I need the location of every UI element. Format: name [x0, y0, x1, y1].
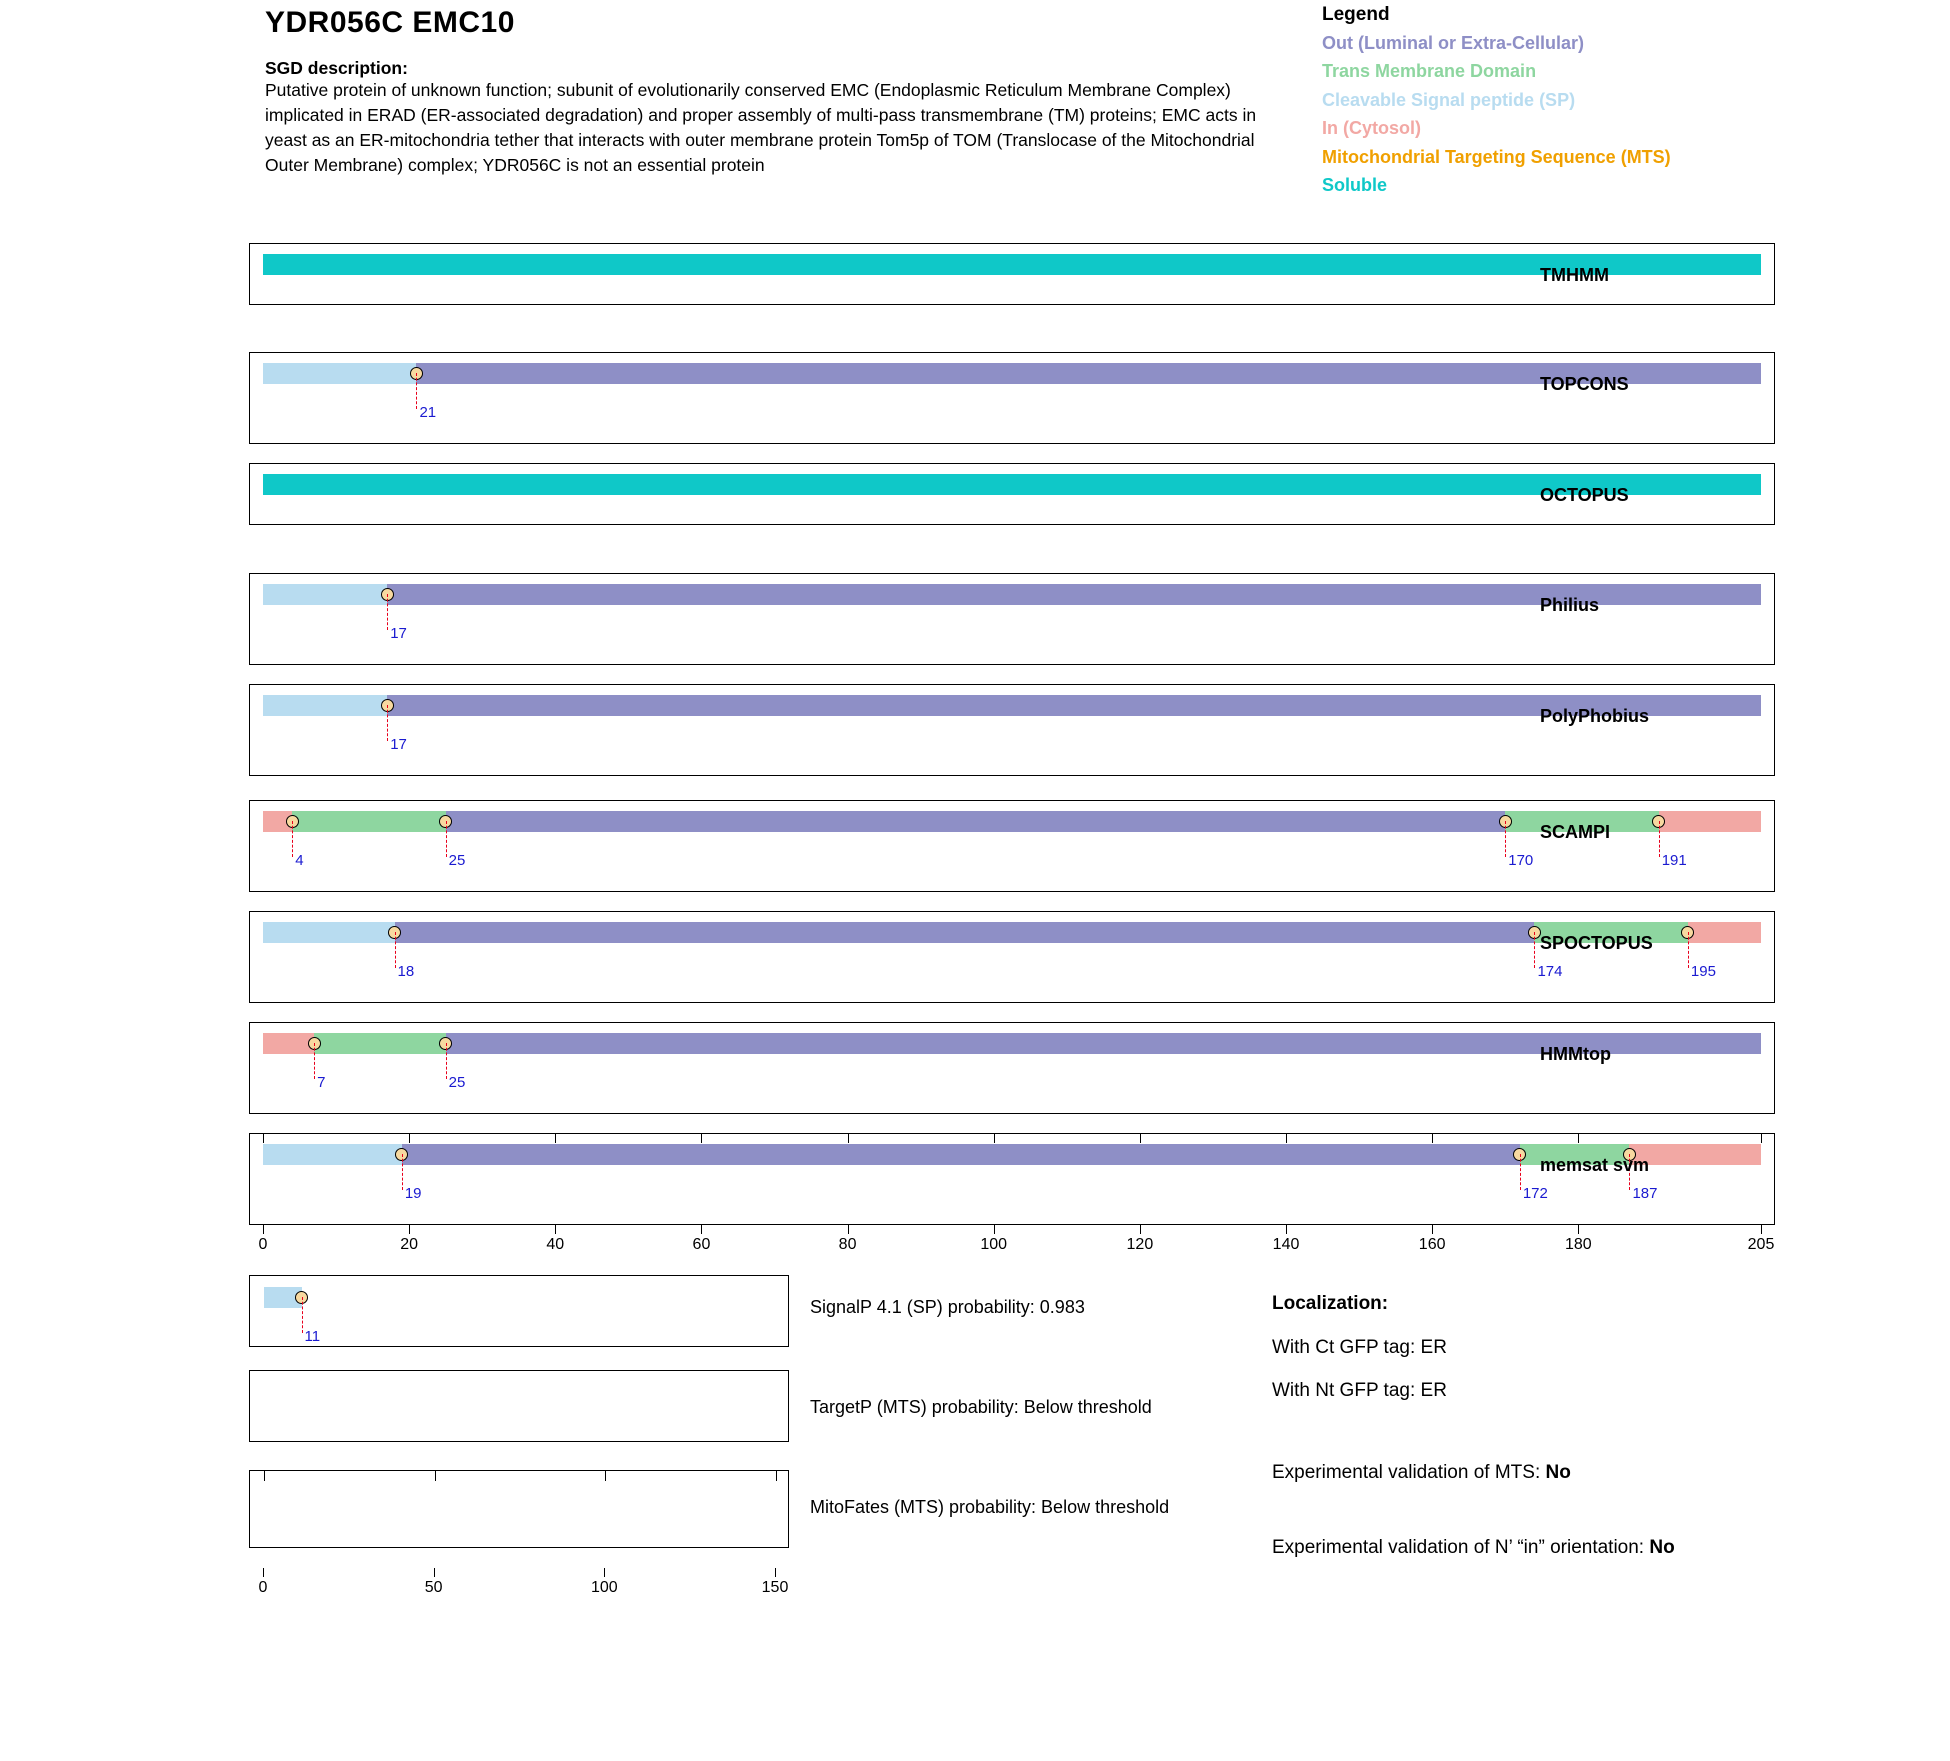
segment-out — [446, 811, 1506, 832]
legend-title: Legend — [1322, 4, 1390, 25]
axis-tick-label: 80 — [838, 1236, 857, 1253]
boundary-label: 7 — [317, 1074, 326, 1091]
axis-tick-label: 100 — [980, 1236, 1008, 1253]
boundary-line — [302, 1297, 303, 1333]
legend-item-sp: Cleavable Signal peptide (SP) — [1322, 89, 1576, 110]
axis-tick — [1578, 1225, 1579, 1234]
boundary-line — [402, 1154, 403, 1190]
axis-tick-label: 0 — [258, 1236, 268, 1253]
orientation-validation-value: No — [1649, 1537, 1675, 1558]
axis-tick — [263, 1568, 264, 1577]
boundary-label: 170 — [1508, 852, 1534, 869]
tick-mark — [1578, 1133, 1579, 1143]
boundary-line — [387, 705, 388, 741]
boundary-line — [1520, 1154, 1521, 1190]
track-label: PolyPhobius — [1540, 706, 1650, 726]
segment-soluble — [263, 254, 1761, 275]
boundary-line — [1534, 932, 1535, 968]
sgd-description-label: SGD description: — [265, 58, 408, 78]
boundary-label: 187 — [1632, 1185, 1658, 1202]
axis-tick — [848, 1225, 849, 1234]
tick-mark — [848, 1133, 849, 1143]
boundary-label: 18 — [397, 963, 415, 980]
legend-item-out: Out (Luminal or Extra-Cellular) — [1322, 33, 1585, 53]
segment-tm — [314, 1033, 446, 1054]
boundary-line — [314, 1043, 315, 1079]
boundary-line — [1659, 821, 1660, 857]
boundary-label: 21 — [419, 404, 437, 421]
axis-tick — [409, 1225, 410, 1234]
boundary-label: 25 — [448, 852, 466, 869]
orientation-validation — [1272, 1537, 1675, 1559]
axis-tick — [1761, 1225, 1762, 1234]
mts-validation-value: No — [1545, 1462, 1571, 1483]
legend — [1322, 4, 1922, 200]
track-label: SPOCTOPUS — [1540, 933, 1653, 953]
panel-signalp-text: SignalP 4.1 (SP) probability: 0.983 — [810, 1297, 1085, 1317]
boundary-label: 195 — [1690, 963, 1716, 980]
tick-mark — [605, 1471, 606, 1481]
axis-tick-label: 50 — [424, 1579, 443, 1596]
axis-tick-label: 180 — [1564, 1236, 1592, 1253]
tick-mark — [263, 1133, 264, 1143]
mts-validation-label: Experimental validation of MTS: — [1272, 1462, 1541, 1483]
boundary-line — [1688, 932, 1689, 968]
axis-tick-label: 160 — [1418, 1236, 1446, 1253]
axis-tick-label: 205 — [1747, 1236, 1775, 1253]
boundary-line — [1505, 821, 1506, 857]
legend-item-mts: Mitochondrial Targeting Sequence (MTS) — [1322, 146, 1671, 167]
panel-targetp — [249, 1370, 789, 1442]
axis-tick-label: 0 — [258, 1579, 268, 1596]
axis-tick — [775, 1568, 776, 1577]
boundary-label: 174 — [1537, 963, 1563, 980]
boundary-line — [446, 821, 447, 857]
boundary-line — [292, 821, 293, 857]
panel-mitofates — [249, 1470, 789, 1548]
legend-item-in: In (Cytosol) — [1322, 118, 1421, 139]
track-label: TMHMM — [1540, 265, 1609, 285]
axis-tick — [1432, 1225, 1433, 1234]
track-label: TOPCONS — [1540, 374, 1629, 394]
tick-mark — [1140, 1133, 1141, 1143]
localization-ct-gfp: With Ct GFP tag: ER — [1272, 1337, 1447, 1358]
tick-mark — [435, 1471, 436, 1481]
tick-mark — [701, 1133, 702, 1143]
track-label: Philius — [1540, 595, 1600, 615]
segment-sp — [263, 584, 387, 605]
boundary-label: 4 — [295, 852, 304, 869]
panel-targetp-text: TargetP (MTS) probability: Below threshold — [810, 1397, 1152, 1417]
axis-tick — [555, 1225, 556, 1234]
axis-tick-label: 40 — [546, 1236, 565, 1253]
axis-tick-label: 100 — [590, 1579, 618, 1596]
axis-tick — [604, 1568, 605, 1577]
tick-mark — [555, 1133, 556, 1143]
axis-tick — [263, 1225, 264, 1234]
axis-tick-label: 60 — [692, 1236, 711, 1253]
boundary-label: 17 — [390, 736, 407, 753]
boundary-label: 172 — [1522, 1185, 1548, 1202]
boundary-label: 25 — [448, 1074, 466, 1091]
segment-sp — [263, 363, 416, 384]
segment-tm — [292, 811, 445, 832]
tick-mark — [1761, 1133, 1762, 1143]
axis-tick-label: 20 — [400, 1236, 419, 1253]
segment-in — [1688, 922, 1761, 943]
axis-tick — [1286, 1225, 1287, 1234]
localization-title: Localization: — [1272, 1293, 1389, 1314]
segment-soluble — [263, 474, 1761, 495]
axis-tick-label: 150 — [761, 1579, 789, 1596]
boundary-line — [395, 932, 396, 968]
panel-signalp — [249, 1275, 789, 1347]
tick-mark — [264, 1471, 265, 1481]
boundary-label: 191 — [1661, 852, 1687, 869]
track-label: OCTOPUS — [1540, 485, 1629, 505]
track-label: memsat svm — [1540, 1155, 1650, 1175]
segment-in — [263, 1033, 314, 1054]
tick-mark — [994, 1133, 995, 1143]
legend-item-soluble: Soluble — [1322, 175, 1388, 196]
page-title: YDR056C EMC10 — [265, 6, 515, 39]
boundary-line — [416, 373, 417, 409]
axis-tick — [434, 1568, 435, 1577]
axis-tick-label: 120 — [1126, 1236, 1154, 1253]
axis-tick — [994, 1225, 995, 1234]
sgd-description-text: Putative protein of unknown function; subunit of evolutionarily conserved EMC (Endoplasmic Reticulum Membrane Complex) implicated in ERAD (ER-associated degradation) and proper assembly of multi-pass transmembrane (TM) proteins; EMC acts in yeast as an ER-mitochondria tether that interacts with outer membrane protein Tom5p of TOM (Translocase of the Mitochondrial Outer Membrane) complex; YDR056C is not an essential protein — [265, 80, 1257, 175]
mts-validation — [1272, 1462, 1571, 1484]
boundary-label: 17 — [390, 625, 407, 642]
segment-in — [1629, 1144, 1761, 1165]
axis-tick — [701, 1225, 702, 1234]
axis-tick — [1140, 1225, 1141, 1234]
boundary-line — [387, 594, 388, 630]
orientation-validation-label: Experimental validation of N’ “in” orientation: — [1272, 1537, 1645, 1558]
track-label: HMMtop — [1540, 1044, 1611, 1064]
tick-mark — [1286, 1133, 1287, 1143]
track-label: SCAMPI — [1540, 822, 1611, 842]
segment-sp — [263, 1144, 402, 1165]
segment-in — [1659, 811, 1761, 832]
tick-mark — [409, 1133, 410, 1143]
tick-mark — [776, 1471, 777, 1481]
panel-mitofates-text: MitoFates (MTS) probability: Below threshold — [810, 1497, 1170, 1517]
segment-sp — [263, 922, 395, 943]
axis-tick-label: 140 — [1272, 1236, 1300, 1253]
segment-out — [402, 1144, 1520, 1165]
tick-mark — [1432, 1133, 1433, 1143]
segment-out — [395, 922, 1535, 943]
localization-nt-gfp: With Nt GFP tag: ER — [1272, 1380, 1447, 1401]
segment-sp — [263, 695, 387, 716]
boundary-label: 11 — [304, 1328, 321, 1345]
boundary-line — [446, 1043, 447, 1079]
boundary-label: 19 — [404, 1185, 422, 1202]
legend-item-tm: Trans Membrane Domain — [1322, 61, 1537, 82]
